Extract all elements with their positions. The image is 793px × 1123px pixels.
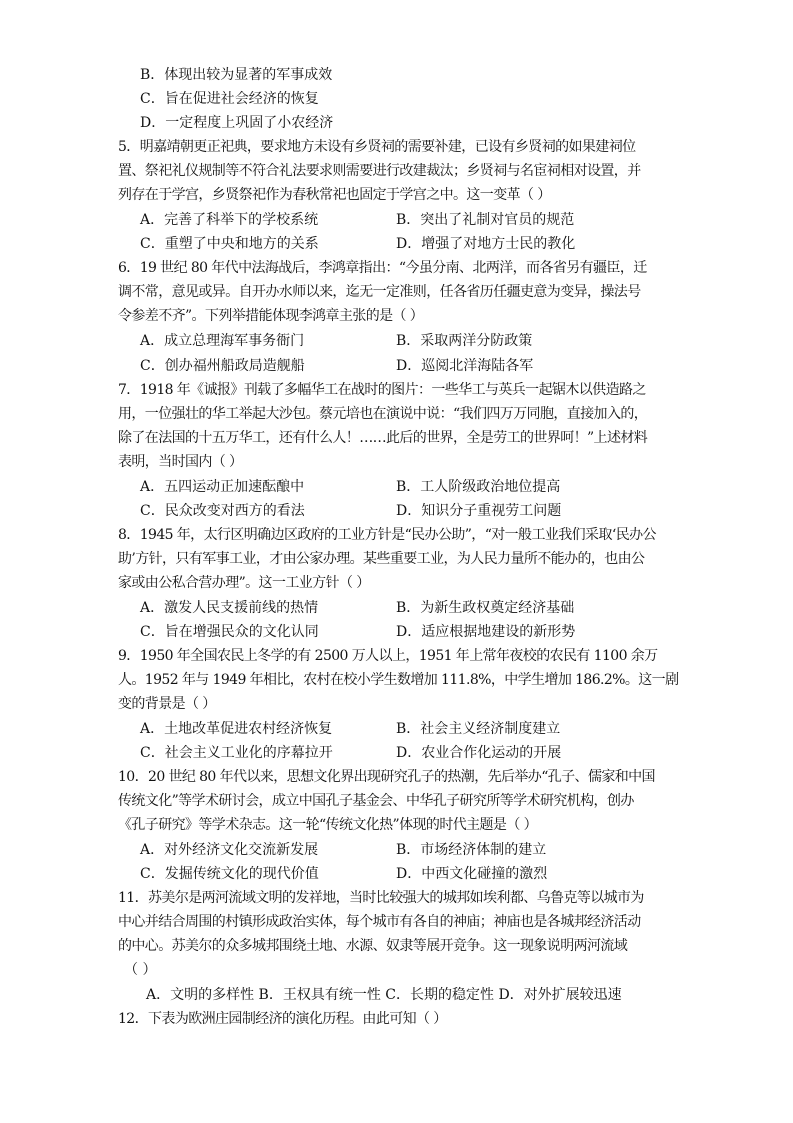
q5-stem-line-3: 列存在于学宫，乡贤祭祀作为春秋常祀也固定于学宫之中。这一变革（ ） [118, 187, 551, 203]
q5-option-d: D．增强了对地方士民的教化 [396, 236, 576, 252]
q10-stem-line-3: 《孔子研究》等学术杂志。这一轮“传统文化热”体现的时代主题是（ ） [118, 817, 537, 833]
q5-option-c: C．重塑了中央和地方的关系 [140, 236, 319, 252]
q12-stem-line-1: 12．下表为欧洲庄园制经济的演化历程。由此可知（ ） [118, 1011, 447, 1027]
q7-option-c: C．民众改变对西方的看法 [140, 503, 305, 519]
q4-option-b: B．体现出较为显著的军事成效 [140, 67, 333, 83]
q7-stem-line-1: 7．1918 年《诚报》刊载了多幅华工在战时的图片：一些华工与英兵一起锯木以供造路之 [118, 382, 646, 398]
q11-options: A．文明的多样性 B．王权具有统一性 C．长期的稳定性 D．对外扩展较迅速 [146, 987, 622, 1003]
q8-stem-line-2: 助’方针，只有军事工业，才由公家办理。某些重要工业，为人民力量所不能办的，也由公 [118, 551, 645, 567]
q9-stem-line-3: 变的背景是（ ） [118, 696, 216, 712]
q10-stem-line-2: 传统文化”等学术研讨会，成立中国孔子基金会、中华孔子研究所等学术研究机构，创办 [118, 793, 634, 809]
q9-option-b: B．社会主义经济制度建立 [396, 721, 561, 737]
q6-option-b: B．采取两洋分防政策 [396, 333, 533, 349]
q10-option-c: C．发掘传统文化的现代价值 [140, 866, 319, 882]
q7-stem-line-2: 用，一位强壮的华工举起大沙包。蔡元培也在演说中说：“我们四万万同胞，直接加入的， [118, 406, 648, 422]
q10-option-a: A．对外经济文化交流新发展 [140, 842, 319, 858]
q5-option-b: B．突出了礼制对官员的规范 [396, 212, 575, 228]
q8-stem-line-1: 8．1945 年，太行区明确边区政府的工业方针是“民办公助”，“对一般工业我们采取‘民办公 [118, 527, 656, 543]
q7-stem-line-3: 除了在法国的十五万华工，还有什么人！……此后的世界，全是劳工的世界呵！”上述材料 [118, 430, 648, 446]
q10-option-d: D．中西文化碰撞的激烈 [396, 866, 548, 882]
q7-stem-line-4: 表明，当时国内（ ） [118, 454, 243, 470]
q5-stem-line-1: 5．明嘉靖朝更正祀典，要求地方未设有乡贤祠的需要补建，已设有乡贤祠的如果建祠位 [118, 139, 636, 155]
q7-option-d: D．知识分子重视劳工问题 [396, 503, 562, 519]
q10-stem-line-1: 10．20 世纪 80 年代以来，思想文化界出现研究孔子的热潮，先后举办“孔子、儒家和中国 [118, 769, 655, 785]
q5-stem-line-2: 置、祭祀礼仪规制等不符合礼法要求则需要进行改建裁汰；乡贤祠与名宦祠相对设置，并 [118, 163, 641, 179]
q11-stem-line-1: 11．苏美尔是两河流域文明的发祥地，当时比较强大的城邦如埃利都、乌鲁克等以城市为 [118, 890, 644, 906]
q11-stem-line-2: 中心并结合周围的村镇形成政治实体，每个城市有各自的神庙；神庙也是各城邦经济活动 [118, 914, 641, 930]
q8-option-b: B．为新生政权奠定经济基础 [396, 600, 575, 616]
q7-option-a: A．五四运动正加速酝酿中 [140, 479, 305, 495]
q6-stem-line-2: 调不常，意见或异。自开办水师以来，迄无一定准则，任各省历任疆吏意为变异，操法号 [118, 284, 641, 300]
q9-option-c: C．社会主义工业化的序幕拉开 [140, 745, 333, 761]
q5-option-a: A．完善了科举下的学校系统 [140, 212, 319, 228]
q10-option-b: B．市场经济体制的建立 [396, 842, 547, 858]
q11-stem-line-4: （ ） [124, 962, 157, 978]
q6-option-c: C．创办福州船政局造舰船 [140, 358, 305, 374]
q8-option-c: C．旨在增强民众的文化认同 [140, 624, 319, 640]
q8-stem-line-3: 家或由公私合营办理”。这一工业方针（ ） [118, 575, 370, 591]
q9-option-a: A．土地改革促进农村经济恢复 [140, 721, 333, 737]
q6-option-a: A．成立总理海军事务衙门 [140, 333, 305, 349]
q7-option-b: B．工人阶级政治地位提高 [396, 479, 561, 495]
q4-option-d: D．一定程度上巩固了小农经济 [140, 115, 334, 131]
q11-stem-line-3: 的中心。苏美尔的众多城邦围绕土地、水源、奴隶等展开竞争。这一现象说明两河流域 [118, 938, 628, 954]
q4-option-c: C．旨在促进社会经济的恢复 [140, 91, 319, 107]
q8-option-d: D．适应根据地建设的新形势 [396, 624, 576, 640]
q8-option-a: A．激发人民支援前线的热情 [140, 600, 319, 616]
q6-option-d: D．巡阅北洋海陆各军 [396, 358, 534, 374]
q6-stem-line-3: 令参差不齐”。下列举措能体现李鸿章主张的是（ ） [118, 308, 424, 324]
q9-option-d: D．农业合作化运动的开展 [396, 745, 562, 761]
q9-stem-line-2: 人。1952 年与 1949 年相比，农村在校小学生数增加 111.8%，中学生增加 186.2%。这一剧 [118, 672, 679, 688]
q6-stem-line-1: 6．19 世纪 80 年代中法海战后，李鸿章指出：“今虽分南、北两洋，而各省另有疆臣，迁 [118, 260, 647, 276]
q9-stem-line-1: 9．1950 年全国农民上冬学的有 2500 万人以上，1951 年上常年夜校的农民有 1100 余万 [118, 648, 658, 664]
